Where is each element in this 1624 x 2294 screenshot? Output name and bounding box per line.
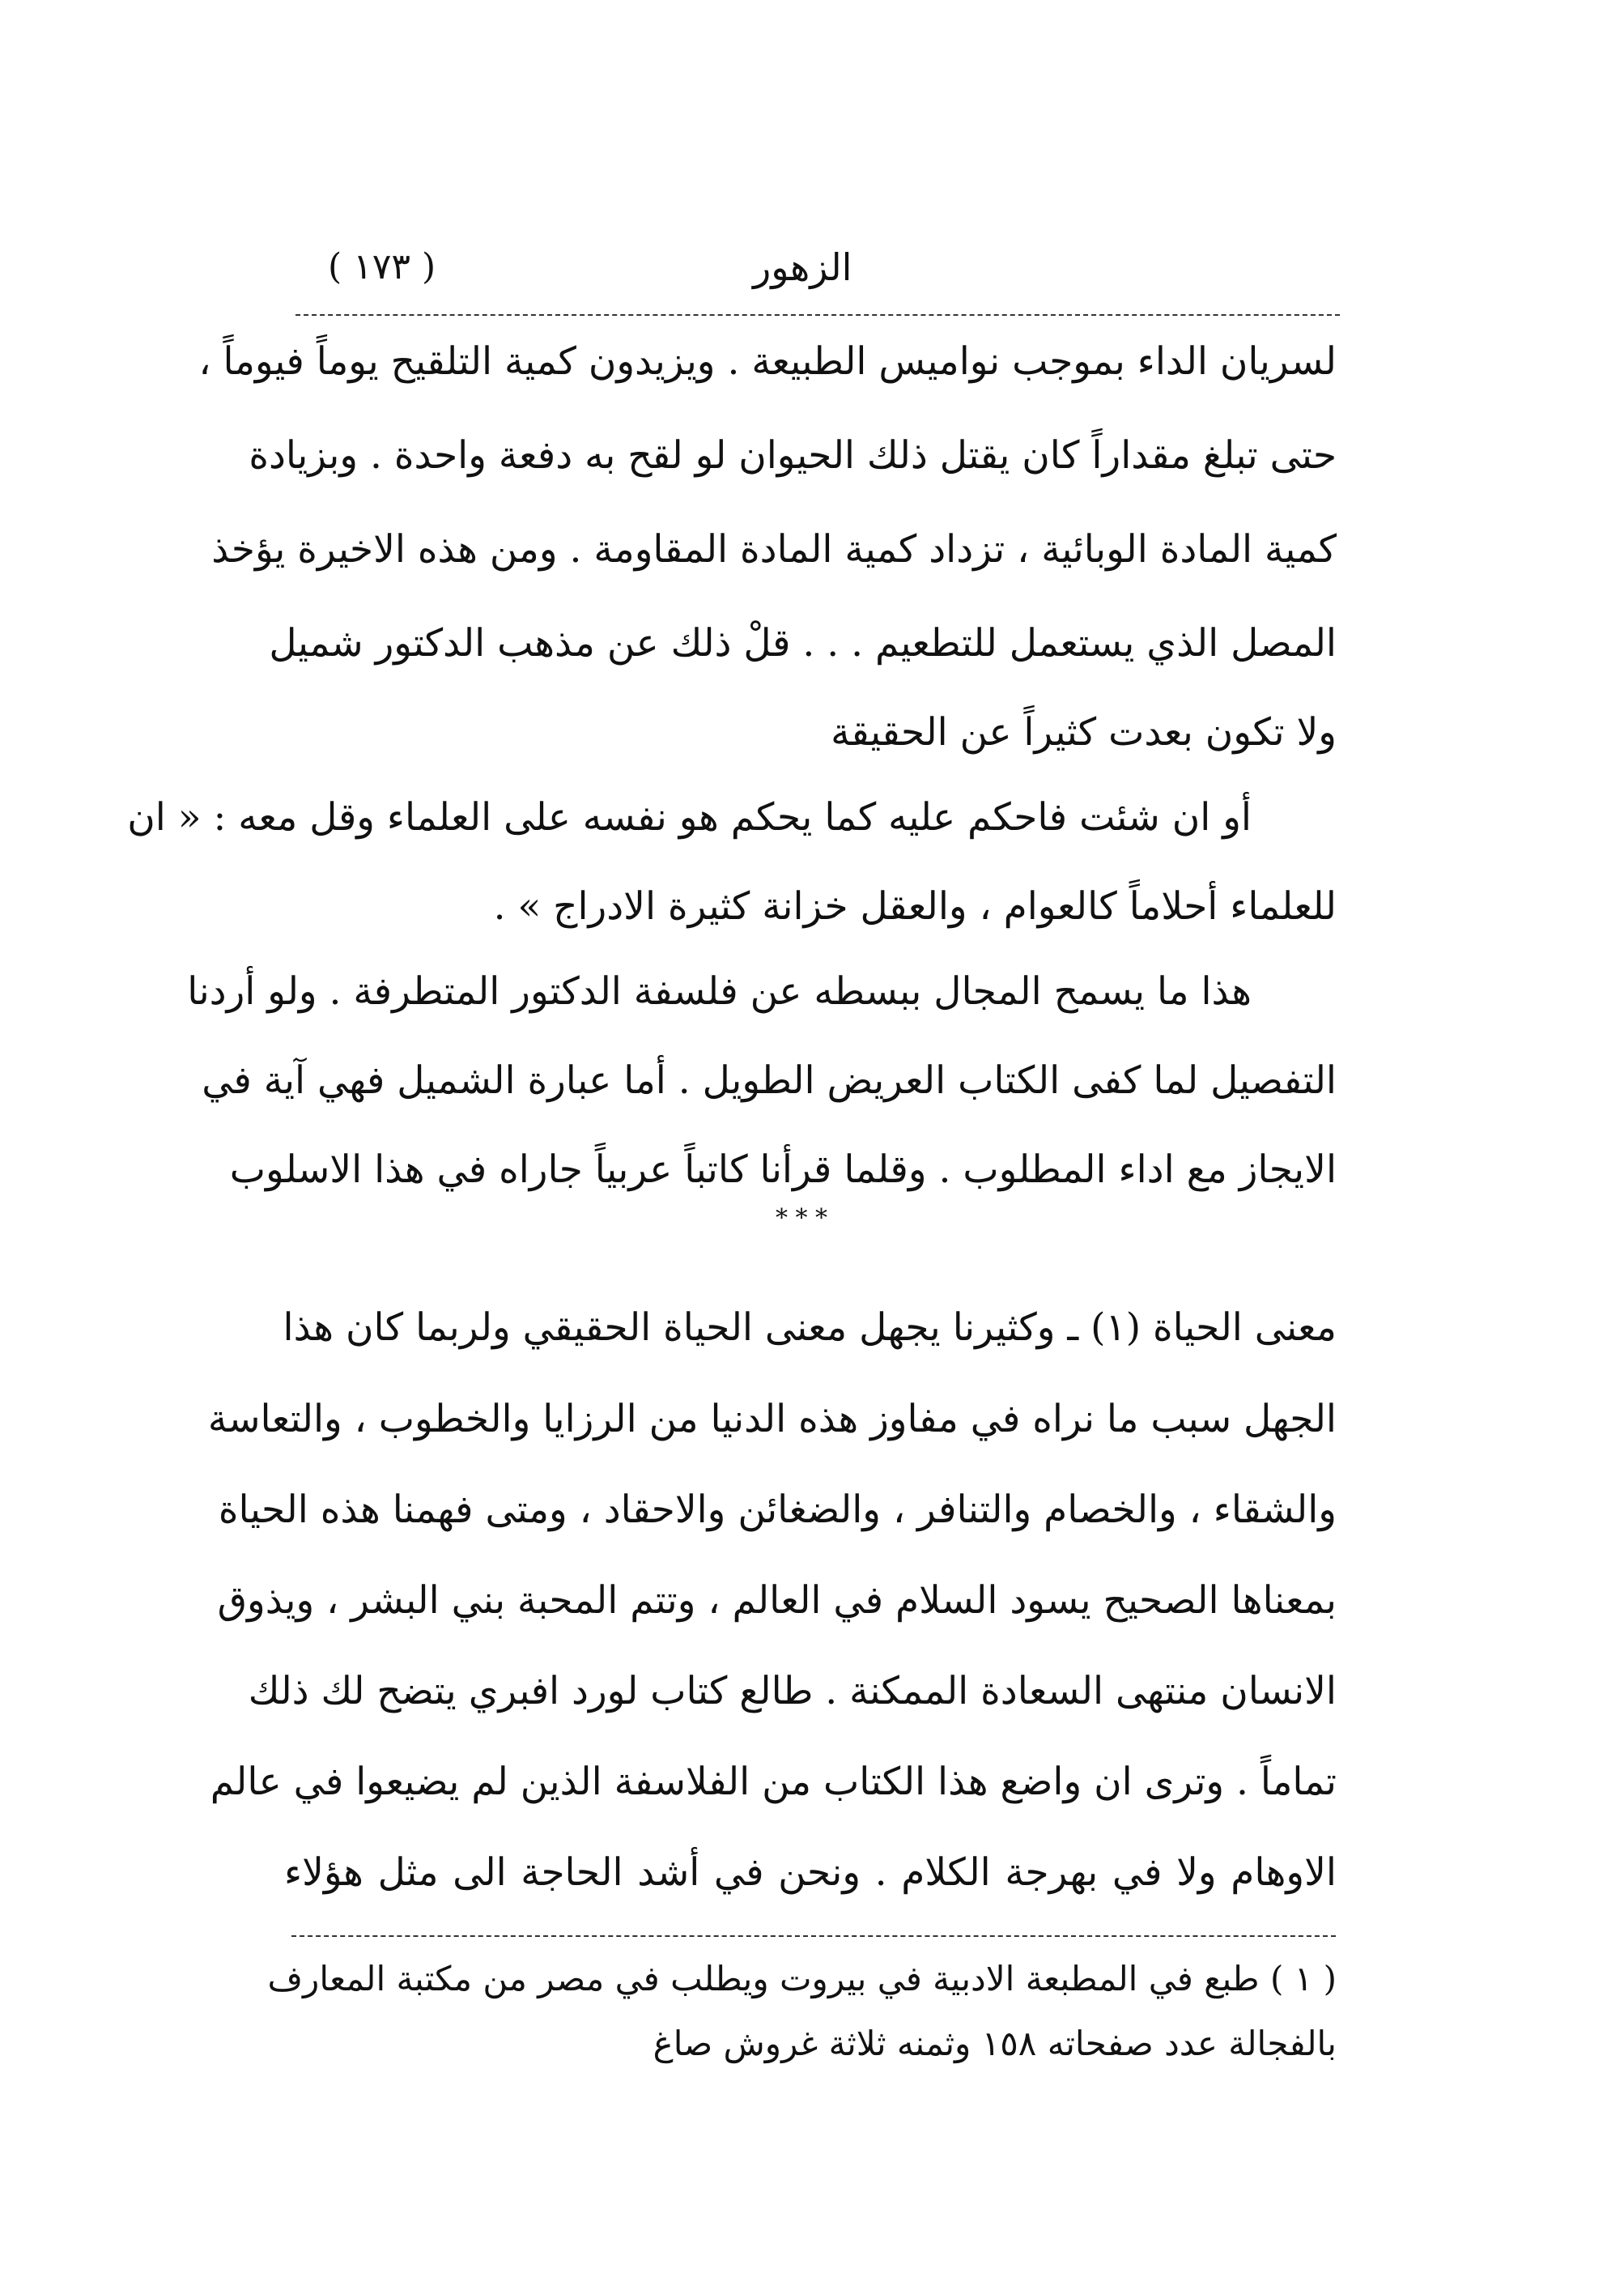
header-rule bbox=[295, 314, 1340, 316]
body-line: كمية المادة الوبائية ، تزداد كمية المادة المقاومة . ومن هذه الاخيرة يؤخذ bbox=[211, 527, 1337, 572]
body-line: ولا تكون بعدت كثيراً عن الحقيقة bbox=[831, 710, 1337, 755]
body-line: للعلماء أحلاماً كالعوام ، والعقل خزانة كثيرة الادراج » . bbox=[493, 884, 1337, 929]
footnote-line: بالفجالة عدد صفحاته ١٥٨ وثمنه ثلاثة غروش صاغ bbox=[653, 2024, 1337, 2063]
body-line: الاوهام ولا في بهرجة الكلام . ونحن في أشد الحاجة الى مثل هؤلاء bbox=[284, 1850, 1337, 1895]
footnote-line: ( ١ ) طبع في المطبعة الادبية في بيروت ويطلب في مصر من مكتبة المعارف bbox=[267, 1959, 1337, 1998]
body-line: لسريان الداء بموجب نواميس الطبيعة . ويزيدون كمية التلقيح يوماً فيوماً ، bbox=[198, 339, 1337, 384]
page-number: ( ١٧٣ ) bbox=[328, 246, 436, 287]
body-line: بمعناها الصحيح يسود السلام في العالم ، وتتم المحبة بني البشر ، ويذوق bbox=[217, 1578, 1337, 1623]
footnote-rule bbox=[291, 1935, 1336, 1937]
body-line: تماماً . وترى ان واضع هذا الكتاب من الفلاسفة الذين لم يضيعوا في عالم bbox=[210, 1760, 1337, 1804]
body-line: أو ان شئت فاحكم عليه كما يحكم هو نفسه على العلماء وقل معه : « ان bbox=[127, 795, 1252, 840]
body-line: الجهل سبب ما نراه في مفاوز هذه الدنيا من الرزايا والخطوب ، والتعاسة bbox=[207, 1397, 1337, 1441]
page-header bbox=[267, 239, 1336, 304]
body-line: الانسان منتهى السعادة الممكنة . طالع كتاب لورد افبري يتضح لك ذلك bbox=[248, 1669, 1337, 1713]
running-title: الزهور bbox=[753, 245, 852, 289]
body-line: الايجاز مع اداء المطلوب . وقلما قرأنا كاتباً عربياً جاراه في هذا الاسلوب bbox=[229, 1147, 1337, 1192]
body-line: التفصيل لما كفى الكتاب العريض الطويل . أما عبارة الشميل فهي آية في bbox=[202, 1058, 1337, 1103]
section-separator-stars: * * * bbox=[775, 1204, 828, 1232]
body-line: معنى الحياة (١) ـ وكثيرنا يجهل معنى الحياة الحقيقي ولربما كان هذا bbox=[283, 1305, 1337, 1350]
body-line: هذا ما يسمح المجال ببسطه عن فلسفة الدكتور المتطرفة . ولو أردنا bbox=[187, 969, 1252, 1014]
body-line: حتى تبلغ مقداراً كان يقتل ذلك الحيوان لو لقح به دفعة واحدة . وبزيادة bbox=[249, 433, 1337, 478]
body-line: المصل الذي يستعمل للتطعيم . . . قلْ ذلك عن مذهب الدكتور شميل bbox=[269, 621, 1337, 666]
body-line: والشقاء ، والخصام والتنافر ، والضغائن والاحقاد ، ومتى فهمنا هذه الحياة bbox=[218, 1487, 1337, 1532]
